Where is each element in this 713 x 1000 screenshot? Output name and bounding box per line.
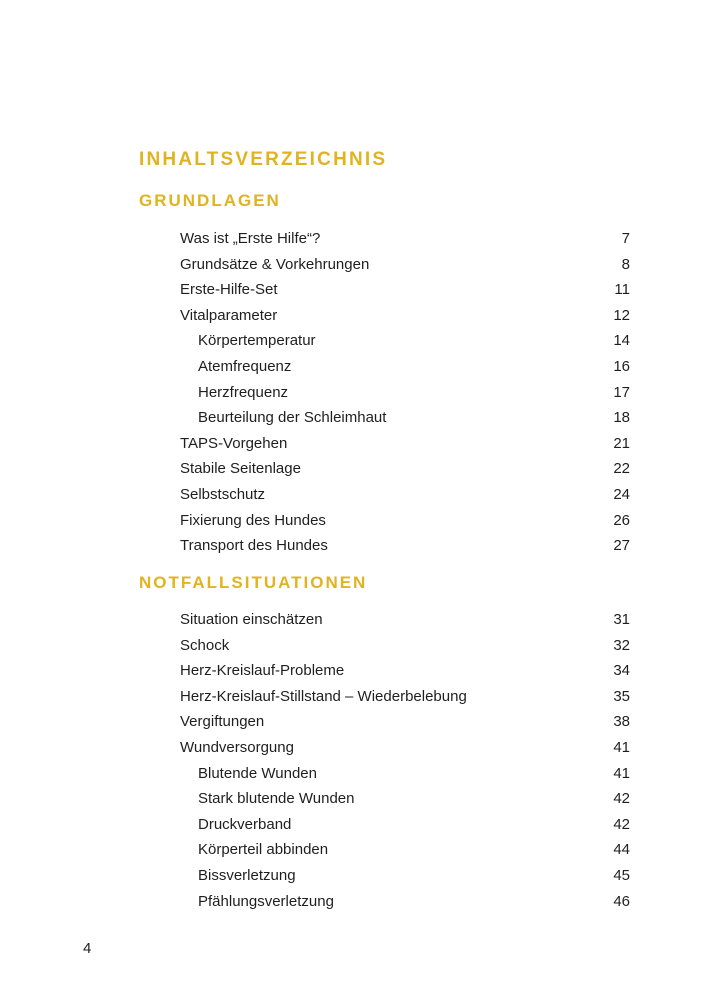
toc-list-notfallsituationen <box>180 607 630 914</box>
toc-entry-page: 35 <box>613 687 630 705</box>
toc-entry-page: 31 <box>613 611 630 628</box>
toc-entry <box>180 658 630 684</box>
toc-entry-label: Herz-Kreislauf-Stillstand – Wiederbelebung <box>180 687 467 705</box>
toc-entry-page: 41 <box>613 764 630 782</box>
page-number: 4 <box>83 940 92 957</box>
toc-entry <box>180 709 630 735</box>
toc-entry <box>180 684 630 710</box>
toc-entry <box>180 837 630 863</box>
toc-entry <box>180 303 630 329</box>
toc-entry <box>180 252 630 278</box>
toc-entry <box>180 328 630 354</box>
toc-entry-page: 24 <box>613 485 630 503</box>
toc-entry-label: Vitalparameter <box>180 306 278 324</box>
toc-entry-label: Atemfrequenz <box>198 357 292 375</box>
section-heading-grundlagen: GRUNDLAGEN <box>139 191 281 210</box>
toc-entry-label: Vergiftungen <box>180 713 265 731</box>
toc-entry-page: 22 <box>613 460 630 478</box>
toc-entry <box>180 277 630 303</box>
toc-list-grundlagen <box>180 226 630 559</box>
toc-entry <box>180 863 630 889</box>
toc-entry-label: Stabile Seitenlage <box>180 460 301 478</box>
toc-entry-label: Wundversorgung <box>180 738 294 756</box>
toc-entry-page: 14 <box>613 332 630 350</box>
toc-entry-page: 18 <box>613 409 630 427</box>
toc-entry-label: TAPS-Vorgehen <box>180 434 288 452</box>
toc-entry <box>180 607 630 633</box>
toc-entry-page: 45 <box>613 866 630 884</box>
toc-entry <box>180 812 630 838</box>
toc-entry-label: Pfählungsverletzung <box>198 892 334 910</box>
toc-entry-page: 42 <box>613 790 630 808</box>
toc-entry <box>180 786 630 812</box>
toc-entry-page: 7 <box>621 230 630 247</box>
toc-entry-label: Fixierung des Hundes <box>180 511 326 529</box>
toc-entry-page: 16 <box>613 357 630 375</box>
toc-entry-page: 17 <box>613 383 630 401</box>
toc-entry <box>180 456 630 482</box>
toc-entry <box>180 482 630 508</box>
toc-entry-label: Transport des Hundes <box>180 537 328 555</box>
section-heading-notfallsituationen: NOTFALLSITUATIONEN <box>139 573 368 592</box>
toc-entry <box>180 761 630 787</box>
toc-entry-label: Stark blutende Wunden <box>198 790 355 808</box>
toc-entry-page: 46 <box>613 892 630 910</box>
toc-entry-label: Herzfrequenz <box>198 383 289 401</box>
toc-entry-page: 11 <box>614 281 630 299</box>
toc-entry-page: 8 <box>621 255 630 273</box>
toc-entry <box>180 431 630 457</box>
toc-entry-page: 41 <box>613 738 630 756</box>
toc-entry-label: Herz-Kreislauf-Probleme <box>180 662 345 680</box>
toc-entry-label: Grundsätze & Vorkehrungen <box>180 255 370 273</box>
toc-entry <box>180 735 630 761</box>
toc-entry <box>180 533 630 559</box>
toc-entry <box>180 889 630 915</box>
toc-title: INHALTSVERZEICHNIS <box>139 149 388 170</box>
toc-entry-page: 44 <box>613 841 630 859</box>
toc-entry <box>180 508 630 534</box>
toc-entry-label: Körperteil abbinden <box>198 841 329 859</box>
toc-entry-label: Schock <box>180 636 230 654</box>
toc-entry-label: Selbstschutz <box>180 485 266 503</box>
toc-entry-page: 34 <box>613 662 630 680</box>
toc-entry-page: 27 <box>613 537 630 555</box>
toc-entry <box>180 405 630 431</box>
toc-entry <box>180 633 630 659</box>
toc-entry-label: Druckverband <box>198 815 292 833</box>
toc-entry <box>180 380 630 406</box>
toc-entry-page: 42 <box>613 815 630 833</box>
toc-entry <box>180 354 630 380</box>
toc-entry-label: Was ist „Erste Hilfe“? <box>180 230 321 247</box>
toc-entry-label: Bissverletzung <box>198 866 296 884</box>
toc-entry-page: 12 <box>613 306 630 324</box>
toc-entry-page: 32 <box>613 636 630 654</box>
toc-entry-page: 26 <box>613 511 630 529</box>
toc-entry-label: Beurteilung der Schleimhaut <box>198 409 387 427</box>
toc-entry <box>180 226 630 252</box>
toc-entry-label: Situation einschätzen <box>180 611 323 628</box>
toc-entry-page: 38 <box>613 713 630 731</box>
toc-entry-label: Blutende Wunden <box>198 764 317 782</box>
toc-entry-page: 21 <box>613 434 630 452</box>
toc-entry-label: Erste-Hilfe-Set <box>180 281 278 299</box>
toc-entry-label: Körpertemperatur <box>198 332 316 350</box>
